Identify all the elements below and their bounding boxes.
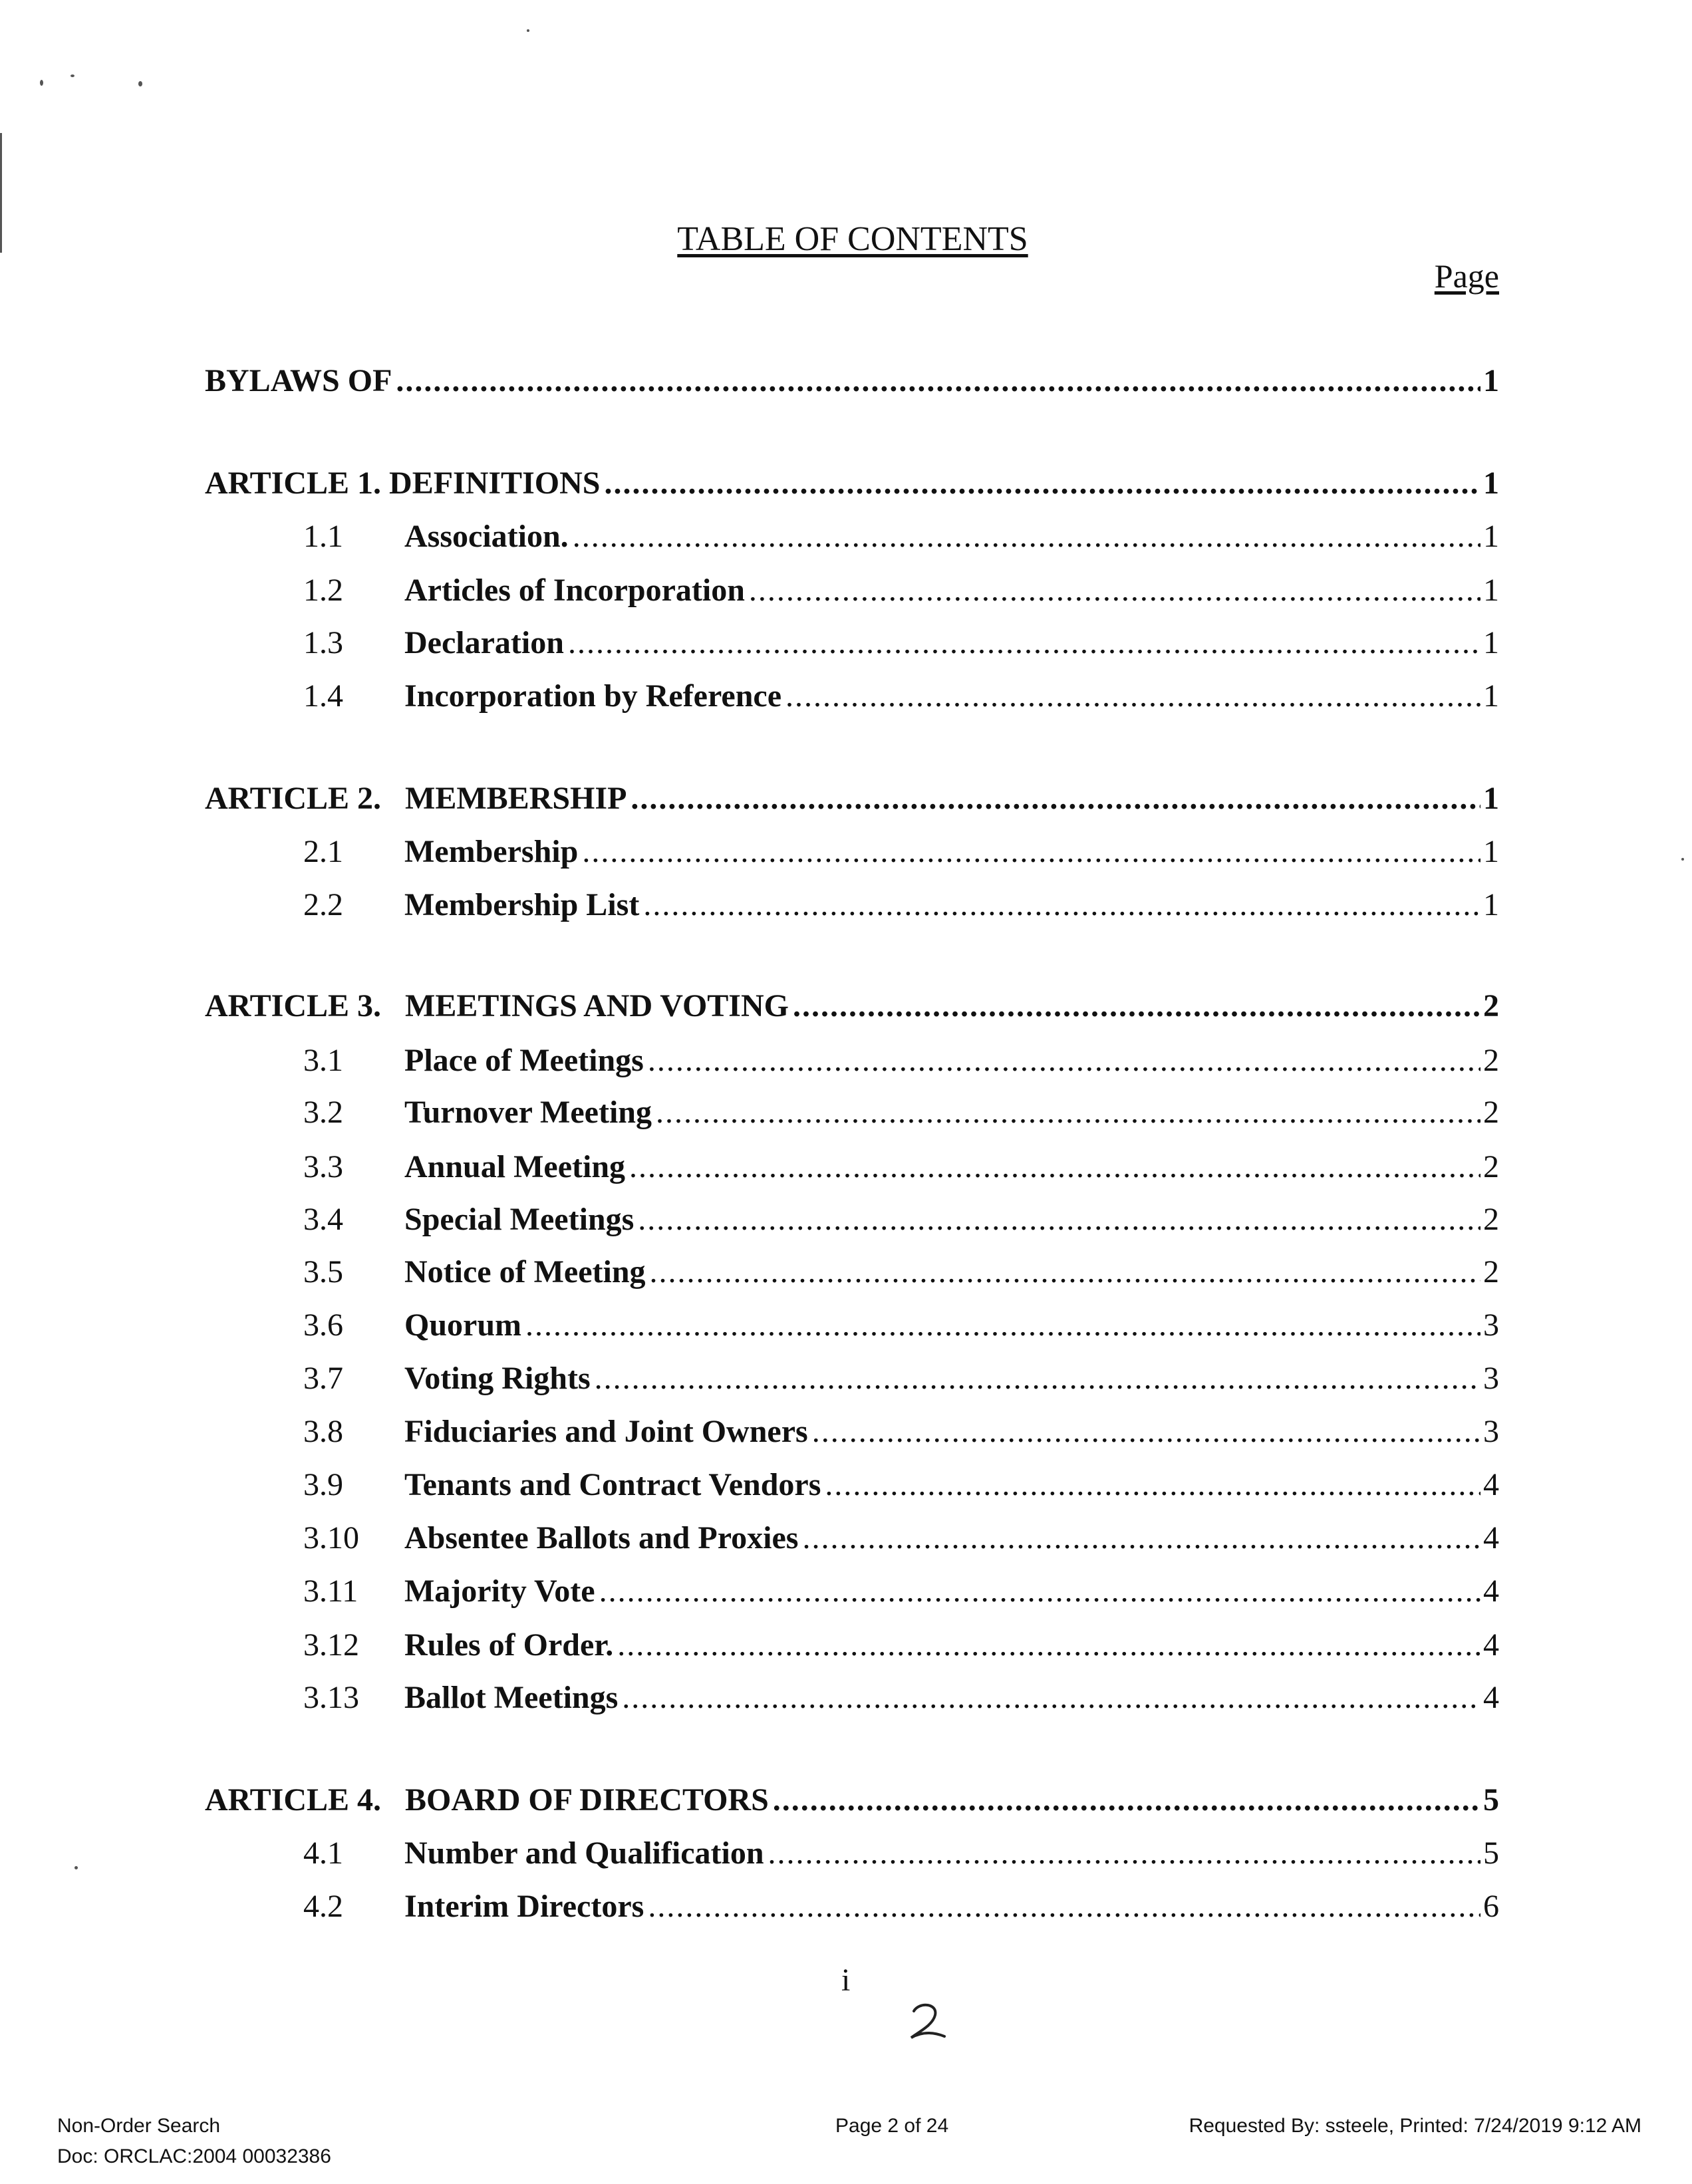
toc-entry-line xyxy=(404,830,1499,874)
toc-page-number: 6 xyxy=(1483,1889,1499,1924)
dot-leader xyxy=(749,569,1480,613)
toc-entry-label: Absentee Ballots and Proxies xyxy=(404,1520,799,1556)
dot-leader xyxy=(825,1463,1480,1507)
toc-section-number: 1.2 xyxy=(303,573,343,608)
toc-section-number: 3.3 xyxy=(303,1149,343,1184)
dot-leader xyxy=(599,1570,1480,1613)
toc-section-row xyxy=(0,1676,1692,1720)
toc-entry-label: Fiduciaries and Joint Owners xyxy=(404,1414,808,1449)
toc-section-number: 1.1 xyxy=(303,519,343,554)
toc-section-number: 3.4 xyxy=(303,1202,343,1237)
toc-section-row xyxy=(0,1145,1692,1189)
dot-leader xyxy=(573,515,1480,559)
toc-entry-line xyxy=(404,515,1499,559)
toc-entry-line xyxy=(404,674,1499,718)
toc-page-number: 3 xyxy=(1483,1414,1499,1449)
toc-entry-line xyxy=(404,1570,1499,1613)
toc-entry-label: Number and Qualification xyxy=(404,1836,764,1871)
toc-entry-line xyxy=(205,359,1499,403)
toc-section-number: 3.7 xyxy=(303,1361,343,1396)
toc-entry-label: Tenants and Contract Vendors xyxy=(404,1467,821,1502)
toc-section-number: 1.3 xyxy=(303,625,343,660)
toc-page-number: 1 xyxy=(1483,887,1499,922)
toc-section-row xyxy=(0,1570,1692,1613)
toc-page-number: 4 xyxy=(1483,1627,1499,1663)
document-title: TABLE OF CONTENTS xyxy=(677,220,1028,258)
toc-entry-line xyxy=(404,1250,1499,1294)
toc-section-number: 3.8 xyxy=(303,1414,343,1449)
toc-entry-label: Quorum xyxy=(404,1307,522,1343)
dot-leader xyxy=(631,777,1480,821)
toc-entry-line xyxy=(404,1145,1499,1189)
toc-page-number: 1 xyxy=(1483,363,1499,398)
toc-page-number: 4 xyxy=(1483,1520,1499,1556)
toc-entry-label: ARTICLE 3. MEETINGS AND VOTING xyxy=(205,988,789,1024)
toc-section-row xyxy=(0,1091,1692,1135)
dot-leader xyxy=(812,1410,1480,1454)
dot-leader xyxy=(525,1303,1480,1347)
toc-entry-line xyxy=(205,462,1499,505)
footer-search-type: Non-Order Search xyxy=(57,2115,221,2137)
toc-section-number: 2.1 xyxy=(303,834,343,869)
toc-entry-label: Incorporation by Reference xyxy=(404,678,781,714)
toc-section-row xyxy=(0,1410,1692,1454)
toc-page-number: 2 xyxy=(1483,1254,1499,1290)
dot-leader xyxy=(568,621,1480,665)
toc-entry-line xyxy=(404,1516,1499,1560)
toc-entry-line xyxy=(205,1778,1499,1822)
toc-entry-label: Place of Meetings xyxy=(404,1043,644,1078)
toc-entry-label: Special Meetings xyxy=(404,1202,634,1237)
toc-entry-line xyxy=(404,883,1499,927)
toc-section-row xyxy=(0,1623,1692,1667)
toc-page-number: 3 xyxy=(1483,1361,1499,1396)
toc-entry-line xyxy=(404,569,1499,613)
toc-page-number: 4 xyxy=(1483,1573,1499,1609)
toc-section-row xyxy=(0,1303,1692,1347)
toc-entry-line xyxy=(404,1303,1499,1347)
toc-article-row xyxy=(0,1778,1692,1822)
toc-section-number: 4.2 xyxy=(303,1889,343,1924)
toc-page-number: 2 xyxy=(1483,988,1499,1024)
toc-entry-label: Ballot Meetings xyxy=(404,1680,619,1715)
toc-entry-label: Association. xyxy=(404,519,569,554)
toc-page-number: 1 xyxy=(1483,466,1499,501)
toc-entry-label: Articles of Incorporation xyxy=(404,573,745,608)
toc-page-number: 1 xyxy=(1483,678,1499,714)
toc-section-row xyxy=(0,1516,1692,1560)
toc-section-number: 1.4 xyxy=(303,678,343,714)
toc-entry-line xyxy=(205,984,1499,1028)
footer-page-count: Page 2 of 24 xyxy=(835,2115,949,2137)
toc-page-number: 2 xyxy=(1483,1149,1499,1184)
toc-entry-label: Declaration xyxy=(404,625,564,660)
dot-leader xyxy=(802,1516,1480,1560)
dot-leader xyxy=(595,1357,1480,1401)
toc-section-number: 3.11 xyxy=(303,1573,358,1609)
toc-section-row xyxy=(0,1832,1692,1875)
toc-section-row xyxy=(0,621,1692,665)
toc-section-number: 3.13 xyxy=(303,1680,359,1715)
toc-page-number: 5 xyxy=(1483,1836,1499,1871)
toc-entry-line xyxy=(404,1410,1499,1454)
toc-article-row xyxy=(0,359,1692,403)
toc-page-number: 3 xyxy=(1483,1307,1499,1343)
dot-leader xyxy=(604,462,1480,505)
toc-page-number: 2 xyxy=(1483,1043,1499,1078)
toc-section-row xyxy=(0,1198,1692,1242)
toc-entry-label: ARTICLE 1. DEFINITIONS xyxy=(205,466,601,501)
toc-entry-label: Membership List xyxy=(404,887,640,922)
toc-page-number: 4 xyxy=(1483,1467,1499,1502)
toc-entry-label: ARTICLE 4. BOARD OF DIRECTORS xyxy=(205,1782,769,1818)
toc-entry-label: BYLAWS OF xyxy=(205,363,392,398)
toc-section-row xyxy=(0,1885,1692,1929)
toc-entry-line xyxy=(205,777,1499,821)
toc-section-number: 3.5 xyxy=(303,1254,343,1290)
toc-page-number: 4 xyxy=(1483,1680,1499,1715)
toc-entry-line xyxy=(404,1885,1499,1929)
dot-leader xyxy=(768,1832,1480,1875)
toc-entry-line xyxy=(404,1832,1499,1875)
toc-article-row xyxy=(0,984,1692,1028)
toc-entry-line xyxy=(404,1198,1499,1242)
dot-leader xyxy=(793,984,1480,1028)
toc-section-row xyxy=(0,1250,1692,1294)
toc-section-row xyxy=(0,883,1692,927)
toc-section-row xyxy=(0,1039,1692,1083)
footer-requested-by: Requested By: ssteele, Printed: 7/24/2019 9:12 AM xyxy=(1189,2115,1641,2137)
toc-entry-label: Interim Directors xyxy=(404,1889,644,1924)
toc-entry-line xyxy=(404,1623,1499,1667)
toc-page-number: 1 xyxy=(1483,625,1499,660)
dot-leader xyxy=(617,1623,1480,1667)
toc-page-number: 2 xyxy=(1483,1202,1499,1237)
toc-entry-label: Membership xyxy=(404,834,579,869)
dot-leader xyxy=(629,1145,1480,1189)
dot-leader xyxy=(773,1778,1480,1822)
dot-leader xyxy=(582,830,1480,874)
toc-section-number: 3.12 xyxy=(303,1627,359,1663)
roman-page-number: i xyxy=(841,1963,851,1998)
toc-section-number: 3.6 xyxy=(303,1307,343,1343)
toc-section-number: 4.1 xyxy=(303,1836,343,1871)
toc-entry-label: ARTICLE 2. MEMBERSHIP xyxy=(205,781,627,816)
toc-entry-label: Rules of Order. xyxy=(404,1627,614,1663)
toc-article-row xyxy=(0,777,1692,821)
dot-leader xyxy=(648,1039,1480,1083)
toc-page-number: 1 xyxy=(1483,519,1499,554)
toc-section-number: 3.9 xyxy=(303,1467,343,1502)
dot-leader xyxy=(643,883,1480,927)
toc-page-number: 2 xyxy=(1483,1095,1499,1130)
toc-entry-label: Notice of Meeting xyxy=(404,1254,646,1290)
toc-article-row xyxy=(0,462,1692,505)
toc-entry-line xyxy=(404,1357,1499,1401)
toc-entry-label: Majority Vote xyxy=(404,1573,595,1609)
toc-page-number: 5 xyxy=(1483,1782,1499,1818)
toc-section-row xyxy=(0,1357,1692,1401)
toc-page-number: 1 xyxy=(1483,834,1499,869)
toc-page-number: 1 xyxy=(1483,781,1499,816)
dot-leader xyxy=(785,674,1480,718)
toc-section-row xyxy=(0,569,1692,613)
dot-leader xyxy=(650,1250,1480,1294)
footer-doc-id: Doc: ORCLAC:2004 00032386 xyxy=(57,2145,331,2167)
page-column-heading: Page xyxy=(1434,257,1499,295)
toc-entry-label: Voting Rights xyxy=(404,1361,591,1396)
toc-section-number: 3.1 xyxy=(303,1043,343,1078)
toc-entry-line xyxy=(404,1091,1499,1135)
toc-section-number: 3.10 xyxy=(303,1520,359,1556)
toc-entry-line xyxy=(404,1463,1499,1507)
toc-entry-line xyxy=(404,1039,1499,1083)
dot-leader xyxy=(638,1198,1480,1242)
toc-section-row xyxy=(0,674,1692,718)
dot-leader xyxy=(648,1885,1480,1929)
toc-entry-label: Turnover Meeting xyxy=(404,1095,652,1130)
dot-leader xyxy=(656,1091,1480,1135)
toc-section-row xyxy=(0,515,1692,559)
toc-section-row xyxy=(0,830,1692,874)
toc-section-number: 3.2 xyxy=(303,1095,343,1130)
toc-section-number: 2.2 xyxy=(303,887,343,922)
toc-entry-line xyxy=(404,1676,1499,1720)
toc-entry-label: Annual Meeting xyxy=(404,1149,626,1184)
dot-leader xyxy=(622,1676,1480,1720)
toc-section-row xyxy=(0,1463,1692,1507)
toc-entry-line xyxy=(404,621,1499,665)
toc-page-number: 1 xyxy=(1483,573,1499,608)
dot-leader xyxy=(396,359,1480,403)
handwritten-page-mark xyxy=(905,1999,951,2046)
